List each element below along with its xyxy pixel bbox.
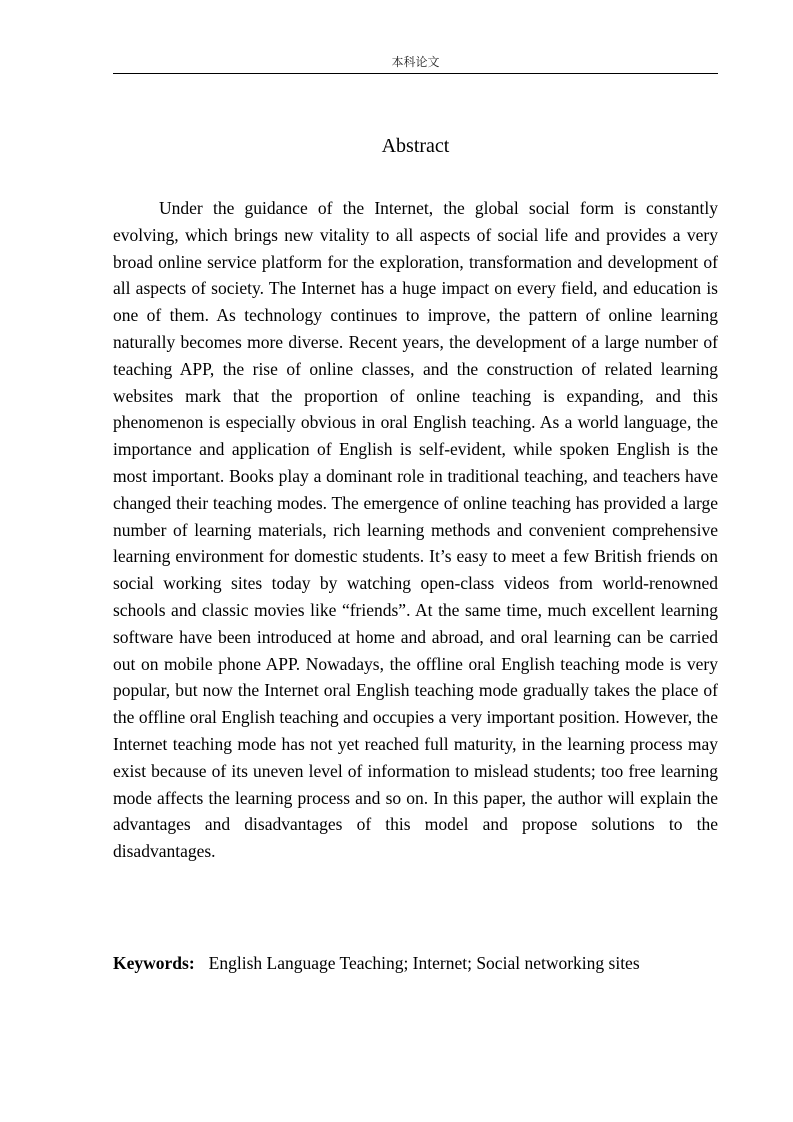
running-header: 本科论文 bbox=[391, 55, 440, 69]
abstract-body: Under the guidance of the Internet, the global social form is constantly evolving, which brings new vitality to all aspects of social life and provides a very broad online service platform for the exploration, transformation and development of all aspects of society. The Internet has a huge impact on every field, and education is one of them. As technology continues to improve, the pattern of online learning naturally becomes more diverse. Recent years, the development of a large number of teaching APP, the rise of online classes, and the construction of related learning websites mark that the proportion of online teaching is expanding, and this phenomenon is especially obvious in oral English teaching. As a world language, the importance and application of English is self-evident, while spoken English is the most important. Books play a dominant role in traditional teaching, and teachers have changed their teaching modes. The emergence of online teaching has provided a large number of learning materials, rich learning methods and convenient comprehensive learning environment for domestic students. It’s easy to meet a few British friends on social working sites today by watching open-class videos from world-renowned schools and classic movies like “friends”. At the same time, much excellent learning software have been introduced at home and abroad, and oral learning can be carried out on mobile phone APP. Nowadays, the offline oral English teaching mode is very popular, but now the Internet oral English teaching mode gradually takes the place of the offline oral English teaching and occupies a very important position. However, the Internet teaching mode has not yet reached full maturity, in the learning process may exist because of its uneven level of information to mislead students; too free learning mode affects the learning process and so on. In this paper, the author will explain the advantages and disadvantages of this model and propose solutions to the disadvantages. bbox=[113, 198, 718, 862]
keywords-line bbox=[113, 950, 718, 976]
abstract-title: Abstract bbox=[381, 135, 450, 157]
keywords-value: English Language Teaching; Internet; Social networking sites bbox=[208, 953, 640, 973]
keywords-label: Keywords: bbox=[113, 953, 195, 973]
header-rule bbox=[113, 73, 718, 74]
